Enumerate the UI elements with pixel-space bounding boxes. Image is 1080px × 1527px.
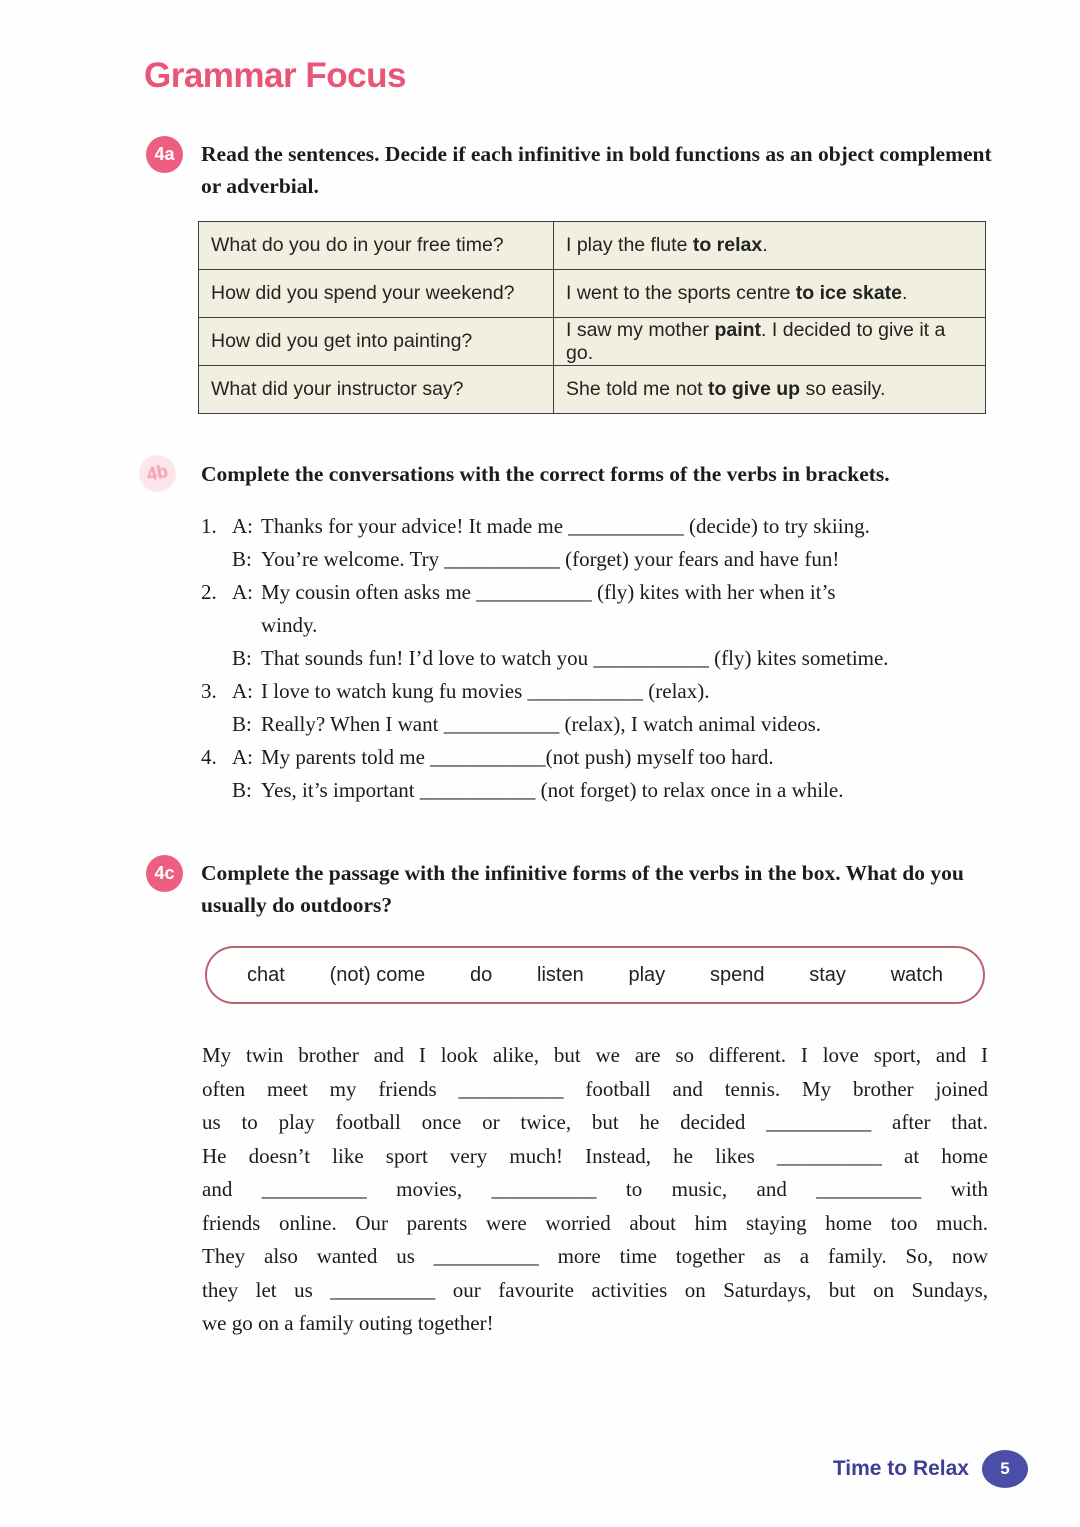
- verb-option: do: [469, 963, 493, 986]
- table-row: [199, 270, 986, 318]
- question-cell: What do you do in your free time?: [199, 222, 554, 270]
- speaker-label: [232, 609, 261, 642]
- verb-option: watch: [890, 963, 943, 986]
- line-text: My cousin often asks me ___________ (fly) kites with her when it’s: [261, 580, 836, 604]
- verb-option: spend: [709, 963, 765, 986]
- instruction-4c: Complete the passage with the infinitive forms of the verbs in the box. What do you usually do outdoors?: [201, 861, 964, 917]
- bold-infinitive: to give up: [708, 378, 801, 400]
- verb-option: play: [628, 963, 666, 986]
- page-footer: [833, 1450, 1028, 1488]
- answer-cell: [554, 270, 986, 318]
- line-text: That sounds fun! I’d love to watch you ___________ (fly) kites sometime.: [261, 646, 889, 670]
- exercise-badge-4c: 4c: [146, 855, 183, 892]
- question-cell: How did you get into painting?: [199, 318, 554, 366]
- passage-line: us to play football once or twice, but he decided __________ after that.: [202, 1110, 988, 1134]
- speaker-label: A:: [232, 679, 253, 703]
- instruction-4b: Complete the conversations with the correct forms of the verbs in brackets.: [201, 462, 890, 486]
- conversation-line: [201, 576, 1001, 609]
- item-number: 3.: [201, 679, 217, 703]
- verb-option: chat: [247, 963, 285, 986]
- question-cell: How did you spend your weekend?: [199, 270, 554, 318]
- line-text: I love to watch kung fu movies ___________ (relax).: [261, 679, 710, 703]
- line-text: You’re welcome. Try ___________ (forget) your fears and have fun!: [261, 547, 840, 571]
- item-number: [201, 708, 232, 741]
- table-row: [199, 222, 986, 270]
- passage-line: He doesn’t like sport very much! Instead, he likes __________ at home: [202, 1143, 988, 1168]
- page-number-badge: 5: [982, 1450, 1028, 1488]
- verb-option: (not) come: [329, 963, 426, 986]
- instruction-4a: Read the sentences. Decide if each infinitive in bold functions as an object complement or adverbial.: [201, 142, 992, 198]
- exercise-badge-4b: 4b: [136, 452, 180, 496]
- answer-text: . I decided to give it a go.: [566, 318, 946, 364]
- speaker-label: B:: [232, 547, 252, 571]
- speaker-label: B:: [232, 712, 252, 736]
- conversation-line: [201, 543, 1001, 576]
- conversation-line: [201, 741, 1001, 774]
- answer-text: I play the flute: [566, 234, 693, 256]
- conversation-line: [201, 708, 1001, 741]
- line-text: Thanks for your advice! It made me ___________ (decide) to try skiing.: [261, 514, 870, 538]
- answer-text: I went to the sports centre: [566, 282, 796, 304]
- conversation-line: [201, 774, 1001, 807]
- grammar-table-body: [199, 222, 986, 414]
- item-number: 1.: [201, 514, 217, 538]
- answer-text: I saw my mother: [566, 318, 715, 341]
- exercise-badge-4a: 4a: [146, 136, 183, 173]
- item-number: 2.: [201, 580, 217, 604]
- conversation-list: [201, 510, 1001, 807]
- item-number: 4.: [201, 745, 217, 769]
- answer-text: .: [902, 282, 908, 304]
- passage-line: they let us __________ our favourite activities on Saturdays, but on Sundays,: [202, 1277, 988, 1302]
- answer-text: .: [762, 234, 768, 256]
- line-text: windy.: [261, 613, 318, 637]
- passage-line: friends online. Our parents were worried about him staying home too much.: [202, 1210, 988, 1235]
- question-cell: What did your instructor say?: [199, 366, 554, 414]
- speaker-label: B:: [232, 778, 252, 802]
- conversation-line: [201, 675, 1001, 708]
- item-number: [201, 774, 232, 807]
- bold-infinitive: paint: [714, 318, 762, 341]
- grammar-example-table: [198, 221, 986, 414]
- passage: [202, 1039, 988, 1341]
- line-text: Really? When I want ___________ (relax), I watch animal videos.: [261, 712, 822, 736]
- answer-cell: [554, 222, 986, 270]
- conversation-line: [201, 609, 1001, 642]
- passage-line: They also wanted us __________ more time together as a family. So, now: [202, 1244, 988, 1268]
- bold-infinitive: to ice skate: [795, 282, 903, 304]
- table-row: [199, 366, 986, 414]
- footer-unit-title: Time to Relax: [832, 1457, 969, 1480]
- passage-line: and __________ movies, __________ to music, and __________ with: [202, 1177, 988, 1201]
- speaker-label: A:: [232, 514, 253, 538]
- passage-line: often meet my friends __________ football and tennis. My brother joined: [202, 1076, 988, 1101]
- item-number: [201, 609, 232, 642]
- line-text: Yes, it’s important ___________ (not forget) to relax once in a while.: [261, 778, 844, 802]
- answer-cell: [554, 366, 986, 414]
- verb-option: listen: [537, 963, 584, 986]
- bold-infinitive: to relax: [692, 234, 763, 256]
- conversation-line: [201, 510, 1001, 543]
- speaker-label: A:: [232, 580, 253, 604]
- page-title: Grammar Focus: [144, 56, 406, 95]
- speaker-label: B:: [232, 646, 252, 670]
- passage-line: we go on a family outing together!: [202, 1311, 494, 1335]
- conversation-line: [201, 642, 1001, 675]
- item-number: [201, 642, 232, 675]
- answer-text: so easily.: [800, 378, 886, 400]
- item-number: [201, 543, 232, 576]
- speaker-label: A:: [232, 745, 253, 769]
- answer-cell: [554, 318, 986, 366]
- table-row: [199, 318, 986, 366]
- verb-box: [205, 946, 985, 1004]
- passage-line: My twin brother and I look alike, but we are so different. I love sport, and I: [202, 1043, 988, 1067]
- answer-text: She told me not: [566, 378, 709, 400]
- line-text: My parents told me ___________(not push) myself too hard.: [261, 745, 774, 769]
- verb-option: stay: [809, 963, 846, 986]
